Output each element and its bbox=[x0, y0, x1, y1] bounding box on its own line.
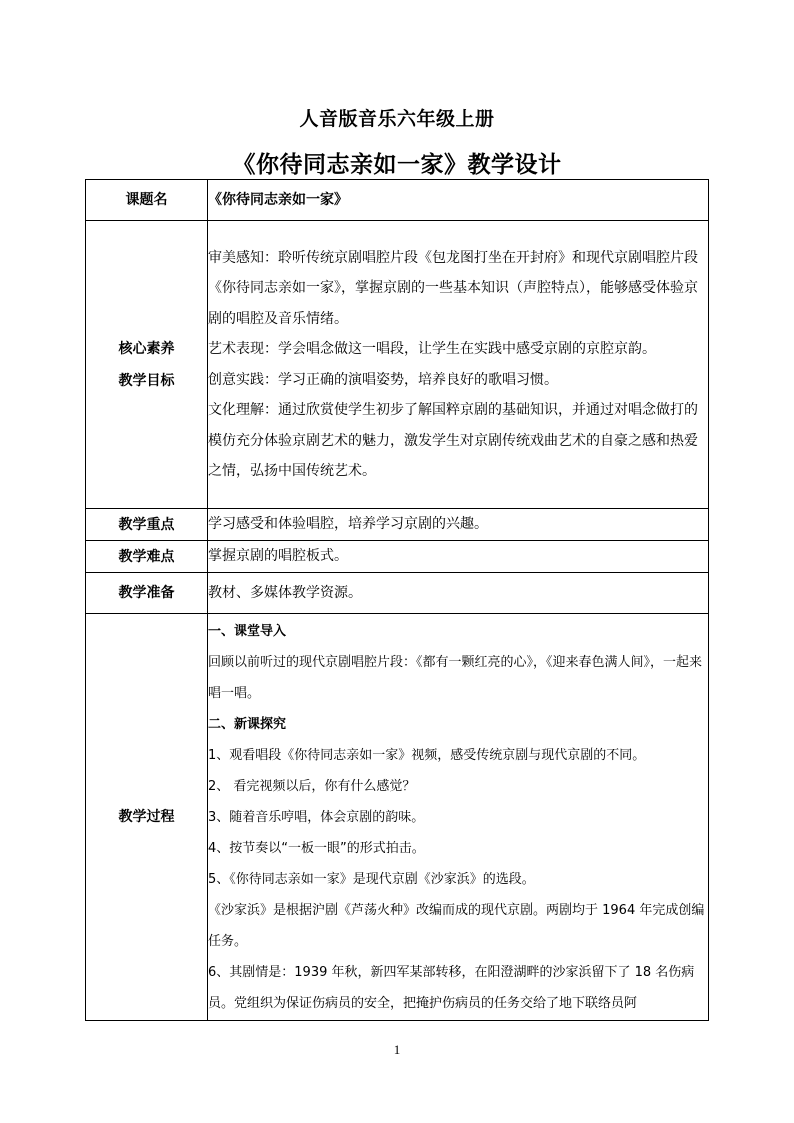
process-line: 3、随着音乐哼唱，体会京剧的韵味。 bbox=[208, 809, 425, 825]
process-heading-explore: 二、新课探究 bbox=[208, 716, 287, 732]
preparation-value: 教材、多媒体教学资源。 bbox=[208, 573, 709, 614]
process-line: 《沙家浜》是根据沪剧《芦荡火种》改编而成的现代京剧。两剧均于 1964 年完成创编任务。 bbox=[208, 902, 705, 949]
table-row-preparation bbox=[86, 573, 709, 614]
table-row-key-points bbox=[86, 509, 709, 541]
process-heading-intro: 一、课堂导入 bbox=[208, 623, 287, 639]
goal-culture: 文化理解：通过欣赏使学生初步了解国粹京剧的基础知识，并通过对唱念做打的模仿充分体验京剧艺术的魅力，激发学生对京剧传统戏曲艺术的自豪之感和热爱之情，弘扬中国传统艺术。 bbox=[208, 402, 698, 479]
lesson-plan-table bbox=[85, 179, 709, 1021]
process-line: 5、《你待同志亲如一家》是现代京剧《沙家浜》的选段。 bbox=[208, 871, 535, 887]
preparation-label: 教学准备 bbox=[86, 573, 208, 614]
document-subtitle: 《你待同志亲如一家》教学设计 bbox=[232, 152, 562, 178]
difficulties-value: 掌握京剧的唱腔板式。 bbox=[208, 541, 709, 573]
goal-aesthetic: 审美感知：聆听传统京剧唱腔片段《包龙图打坐在开封府》和现代京剧唱腔片段《你待同志亲如一家》，掌握京剧的一些基本知识（声腔特点），能够感受体验京剧的唱腔及音乐情绪。 bbox=[208, 249, 698, 327]
key-points-label: 教学重点 bbox=[86, 509, 208, 541]
process-content bbox=[208, 614, 709, 1021]
difficulties-label: 教学难点 bbox=[86, 541, 208, 573]
process-line: 1、观看唱段《你待同志亲如一家》视频，感受传统京剧与现代京剧的不同。 bbox=[208, 747, 646, 763]
goals-label-line1: 核心素养 bbox=[118, 340, 175, 357]
process-line: 回顾以前听过的现代京剧唱腔片段：《都有一颗红亮的心》，《迎来春色满人间》，一起来唱一唱。 bbox=[208, 654, 703, 701]
page-number: 1 bbox=[393, 1042, 401, 1057]
goals-label bbox=[86, 221, 208, 509]
process-line: 4、按节奏以“一板一眼”的形式拍击。 bbox=[208, 840, 425, 856]
topic-label: 课题名 bbox=[86, 180, 208, 221]
document-title: 人音版音乐六年级上册 bbox=[299, 108, 495, 130]
process-line: 6、其剧情是：1939 年秋，新四军某部转移，在阳澄湖畔的沙家浜留下了 18 名伤病员。党组织为保证伤病员的安全，把掩护伤病员的任务交给了地下联络员阿 bbox=[208, 964, 695, 1011]
table-row-goals bbox=[86, 221, 709, 509]
table-row-topic bbox=[86, 180, 709, 221]
table-row-difficulties bbox=[86, 541, 709, 573]
key-points-value: 学习感受和体验唱腔，培养学习京剧的兴趣。 bbox=[208, 509, 709, 541]
table-row-process bbox=[86, 614, 709, 1021]
process-label: 教学过程 bbox=[86, 614, 208, 1021]
goals-content bbox=[208, 221, 709, 509]
goal-expression: 艺术表现：学会唱念做这一唱段，让学生在实践中感受京剧的京腔京韵。 bbox=[208, 341, 656, 357]
process-line: 2、 看完视频以后，你有什么感觉？ bbox=[208, 778, 416, 794]
goals-label-line2: 教学目标 bbox=[118, 372, 175, 389]
topic-value: 《你待同志亲如一家》 bbox=[208, 180, 709, 221]
goal-practice: 创意实践：学习正确的演唱姿势，培养良好的歌唱习惯。 bbox=[208, 371, 558, 388]
